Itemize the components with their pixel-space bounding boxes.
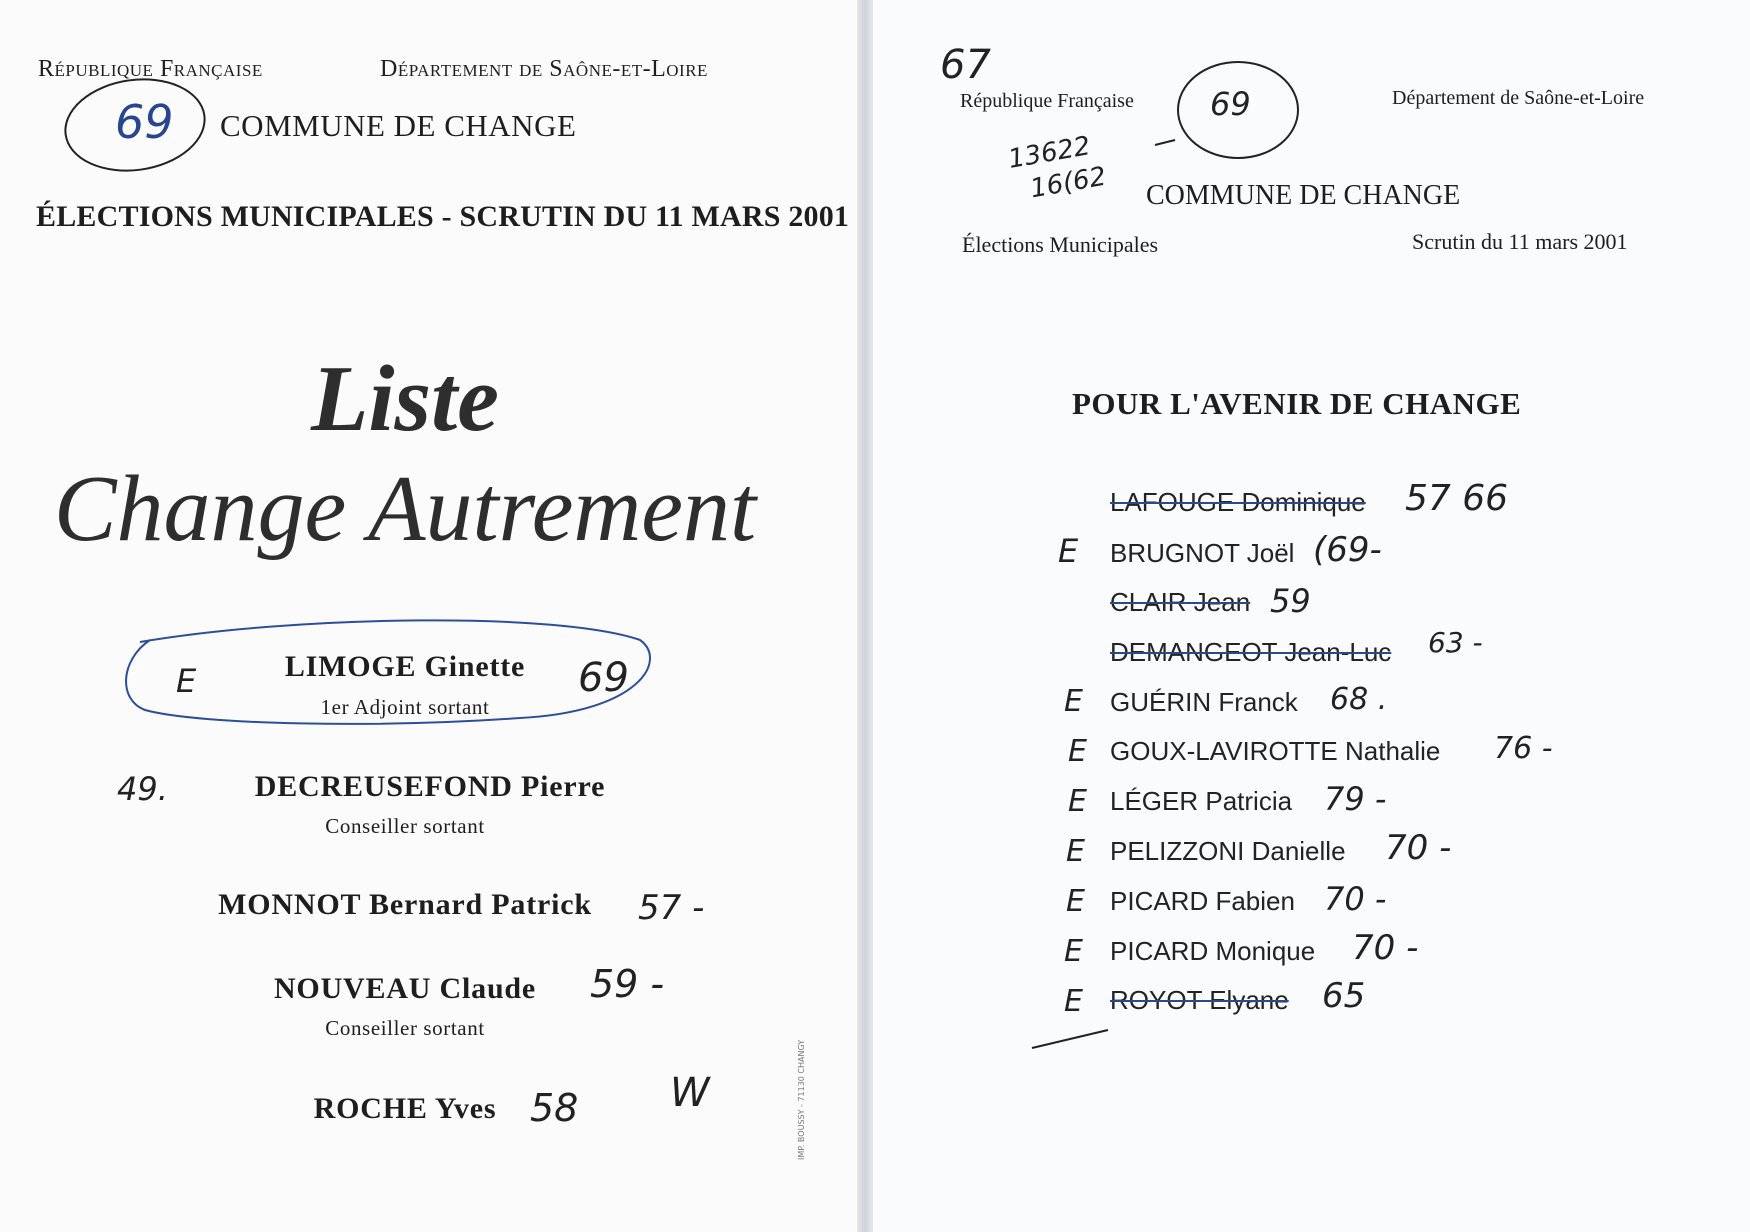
member-name: GUÉRIN Franck bbox=[1110, 687, 1298, 717]
handwritten-score: 57 66 bbox=[1405, 478, 1509, 519]
handwritten-score: 76 - bbox=[1494, 731, 1553, 766]
handwritten-score: 69 bbox=[578, 655, 629, 701]
candidate-role: Conseiller sortant bbox=[325, 1016, 485, 1040]
candidate-role: Conseiller sortant bbox=[325, 814, 485, 838]
right-election-right: Scrutin du 11 mars 2001 bbox=[1412, 229, 1628, 254]
handwritten-score: 70 - bbox=[1324, 880, 1387, 918]
list-title-line2: Change Autrement bbox=[53, 457, 757, 561]
member-name: LÉGER Patricia bbox=[1110, 786, 1293, 816]
left-election-line: ÉLECTIONS MUNICIPALES - SCRUTIN DU 11 MARS 2001 bbox=[36, 200, 850, 233]
handwritten-score: 79 - bbox=[1324, 780, 1387, 818]
handwritten-score: 65 bbox=[1322, 976, 1366, 1016]
handwritten-score: 57 - bbox=[638, 888, 705, 928]
right-header-departement: Département de Saône-et-Loire bbox=[1392, 87, 1645, 109]
handwritten-mark: E bbox=[1064, 684, 1083, 719]
handwritten-score: 59 - bbox=[590, 962, 665, 1006]
left-header-republique: République Française bbox=[38, 56, 263, 82]
left-ballot-sheet bbox=[0, 0, 857, 1232]
candidate-name: ROCHE Yves bbox=[313, 1092, 497, 1125]
candidate-role: 1er Adjoint sortant bbox=[320, 695, 490, 719]
member-name: BRUGNOT Joël bbox=[1110, 538, 1295, 568]
right-election-left: Élections Municipales bbox=[962, 232, 1159, 257]
right-list-title: POUR L'AVENIR DE CHANGE bbox=[1072, 386, 1522, 421]
handwritten-mark: E bbox=[1064, 934, 1083, 969]
right-header-republique: République Française bbox=[960, 90, 1134, 112]
member-name: LAFOUGE Dominique bbox=[1110, 487, 1366, 517]
candidate-name: NOUVEAU Claude bbox=[273, 972, 537, 1005]
handwritten-circled-number: 69 bbox=[1210, 85, 1251, 123]
handwritten-score: 70 - bbox=[1385, 828, 1452, 868]
handwritten-score: 63 - bbox=[1428, 626, 1483, 659]
handwritten-mark: E bbox=[1068, 734, 1087, 769]
candidate-name: LIMOGE Ginette bbox=[284, 650, 526, 683]
candidate-name: MONNOT Bernard Patrick bbox=[218, 888, 592, 921]
handwritten-mark: E bbox=[1064, 984, 1083, 1019]
handwritten-score: (69- bbox=[1313, 530, 1382, 570]
member-name: PICARD Fabien bbox=[1110, 886, 1295, 916]
right-commune-title: COMMUNE DE CHANGE bbox=[1146, 180, 1461, 211]
handwritten-mark: E bbox=[176, 662, 197, 700]
candidate-name: DECREUSEFOND Pierre bbox=[254, 770, 606, 803]
handwritten-mark: E bbox=[1068, 784, 1087, 819]
handwritten-mark: W bbox=[670, 1070, 710, 1116]
member-name: ROYOT Elyane bbox=[1110, 985, 1289, 1015]
printer-mark: IMP. BOUSSY - 71130 CHANGY bbox=[797, 1039, 806, 1160]
handwritten-circled-number: 69 bbox=[115, 95, 174, 149]
member-name: PICARD Monique bbox=[1110, 936, 1316, 966]
member-name: DEMANGEOT Jean-Luc bbox=[1110, 637, 1392, 667]
handwritten-mark: E bbox=[1066, 884, 1085, 919]
handwritten-score: 58 bbox=[530, 1086, 579, 1130]
handwritten-number: 67 bbox=[940, 42, 991, 88]
page-fold bbox=[857, 0, 873, 1232]
handwritten-score: 70 - bbox=[1352, 928, 1419, 968]
list-title-line1: Liste bbox=[311, 347, 499, 451]
left-commune-title: COMMUNE DE CHANGE bbox=[220, 108, 577, 143]
handwritten-score: 68 . bbox=[1330, 682, 1388, 717]
handwritten-tally: 13622 bbox=[1006, 131, 1093, 175]
handwritten-mark: E bbox=[1066, 834, 1085, 869]
handwritten-score: 59 bbox=[1270, 582, 1311, 620]
handwritten-mark: E bbox=[1058, 532, 1079, 570]
member-name: GOUX-LAVIROTTE Nathalie bbox=[1110, 736, 1441, 766]
handwritten-tally: 16(62 bbox=[1027, 161, 1109, 205]
handwritten-score: 49. bbox=[117, 770, 168, 808]
member-name: CLAIR Jean bbox=[1110, 587, 1251, 617]
member-name: PELIZZONI Danielle bbox=[1110, 836, 1346, 866]
left-header-departement: Département de Saône-et-Loire bbox=[380, 56, 708, 82]
